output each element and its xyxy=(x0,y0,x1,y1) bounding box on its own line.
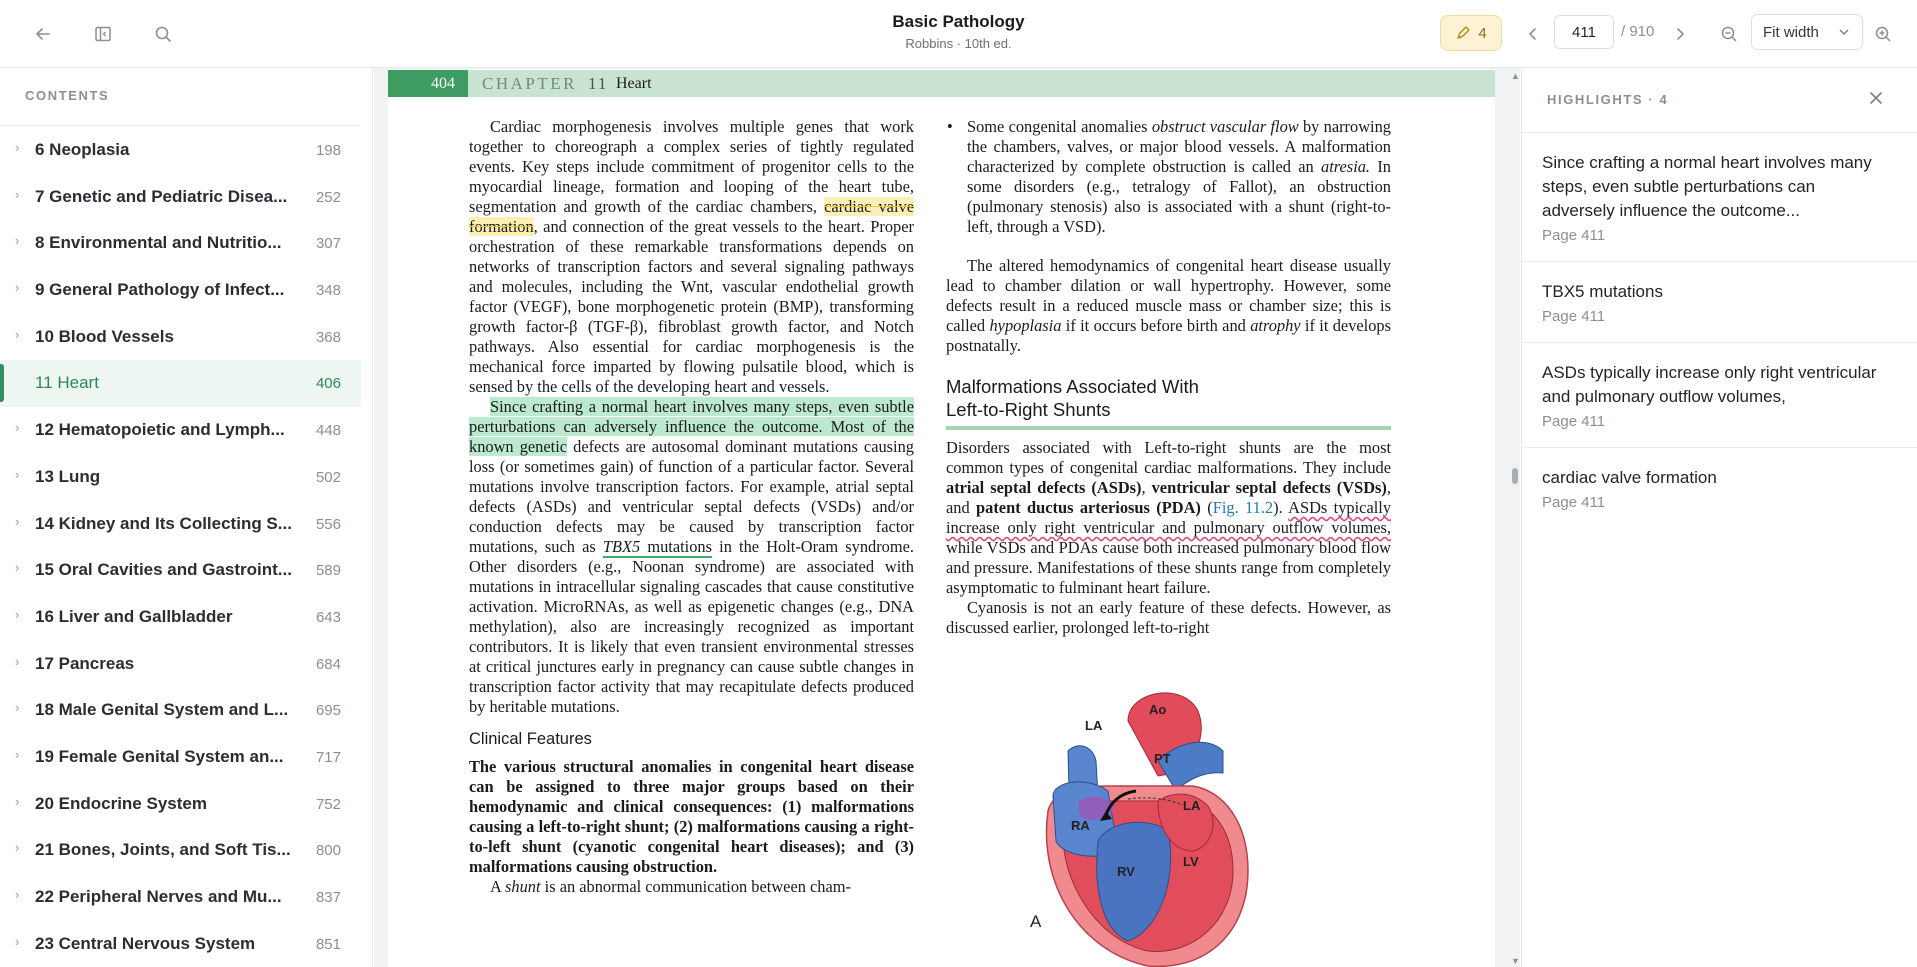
chevron-right-icon[interactable]: › xyxy=(15,606,20,622)
chevron-right-icon[interactable]: › xyxy=(15,513,20,529)
toc-item-page: 643 xyxy=(315,608,341,626)
highlight-card[interactable] xyxy=(1522,262,1917,343)
text-span: mutations xyxy=(640,537,713,556)
zoom-select-value: Fit width xyxy=(1763,23,1819,41)
toc-item[interactable] xyxy=(0,641,361,688)
toc-item-label: 8 Environmental and Nutritio... xyxy=(35,233,282,253)
highlight-card-text: Since crafting a normal heart involves many steps, even subtle perturbations can adversely influence the outcome... xyxy=(1542,153,1872,220)
toc-item-label: 21 Bones, Joints, and Soft Tis... xyxy=(35,840,291,860)
toc-item-label: 15 Oral Cavities and Gastroint... xyxy=(35,560,292,580)
figure-label-la-top: LA xyxy=(1085,718,1103,733)
toc-list xyxy=(0,127,361,967)
toc-item[interactable] xyxy=(0,501,361,548)
paragraph[interactable] xyxy=(469,757,914,877)
toc-item[interactable] xyxy=(0,407,361,454)
text-span: The various structural anomalies in congenital heart disease can be assigned to three major groups based on their hemodynamic and clinical consequences: (1) malformations causing a left-to-right shunt; (2) malformations causing a right-to-left shunt (cyanotic congenital heart diseases); and (3) malformations causing obstruction. xyxy=(469,757,914,876)
toc-item-label: 9 General Pathology of Infect... xyxy=(35,280,285,300)
toc-item-page: 368 xyxy=(315,328,341,346)
toc-item-page: 348 xyxy=(315,282,341,300)
text-span: shunt xyxy=(505,877,541,896)
chevron-right-icon[interactable]: › xyxy=(15,746,20,762)
text-span: , xyxy=(1141,478,1152,497)
toc-item-label: 10 Blood Vessels xyxy=(35,326,174,346)
toc-item-page: 307 xyxy=(315,235,341,253)
text-span: obstruct vascular flow xyxy=(1151,117,1299,136)
highlights-list xyxy=(1522,133,1917,528)
zoom-out-icon xyxy=(1720,25,1738,43)
chapter-header xyxy=(388,70,1495,97)
scroll-up-icon[interactable]: ▲ xyxy=(1511,71,1520,81)
chevron-right-icon[interactable]: › xyxy=(15,186,20,202)
toc-item-page: 198 xyxy=(315,142,341,159)
next-page-button[interactable] xyxy=(1665,18,1695,50)
toc-item-page: 406 xyxy=(315,375,341,393)
toc-item[interactable] xyxy=(0,454,361,501)
text-span: hypoplasia xyxy=(989,316,1062,335)
toc-item[interactable] xyxy=(0,687,361,734)
toc-item[interactable] xyxy=(0,781,361,828)
text-span: atrial septal defects (ASDs) xyxy=(946,478,1142,497)
toc-item-label: 23 Central Nervous System xyxy=(35,933,256,953)
highlight-card-page: Page 411 xyxy=(1542,227,1606,244)
highlight-card[interactable] xyxy=(1522,133,1917,262)
chapter-word: CHAPTER xyxy=(482,74,577,93)
close-highlights-button[interactable] xyxy=(1869,89,1883,110)
text-span: TBX5 xyxy=(602,537,641,556)
chevron-right-icon[interactable]: › xyxy=(15,420,20,436)
highlight-card-text: ASDs typically increase only right ventricular and pulmonary outflow volumes, xyxy=(1542,363,1877,406)
text-span: by narrowing the chambers, valves, or major blood vessels. A malformation characterized by complete obstruction is called an xyxy=(967,117,1391,176)
text-span: if it develops postnatally. xyxy=(946,316,1392,355)
top-bar xyxy=(0,0,1917,68)
chevron-right-icon xyxy=(1674,27,1686,41)
chevron-right-icon[interactable]: › xyxy=(15,233,20,249)
toc-item-page: 252 xyxy=(315,188,341,206)
toc-item[interactable] xyxy=(0,827,361,874)
toc-item[interactable] xyxy=(0,594,361,641)
contents-sidebar xyxy=(0,68,373,967)
chevron-left-icon xyxy=(1527,27,1539,41)
zoom-out-button[interactable] xyxy=(1712,17,1746,51)
heart-figure xyxy=(1008,681,1268,967)
highlighter-icon xyxy=(1455,25,1471,41)
paragraph[interactable] xyxy=(946,256,1391,356)
figure-panel-label: A xyxy=(1030,912,1042,931)
bullet-item[interactable] xyxy=(946,117,1391,237)
highlight-card[interactable] xyxy=(1522,448,1917,528)
chevron-right-icon[interactable]: › xyxy=(15,280,20,296)
toc-item[interactable] xyxy=(0,547,361,594)
toc-item-label: 7 Genetic and Pediatric Disea... xyxy=(35,186,288,206)
toc-item-page: 695 xyxy=(315,702,341,720)
subheading-clinical-features: Clinical Features xyxy=(469,730,592,748)
highlight-count: 4 xyxy=(1478,24,1487,42)
highlight-card[interactable] xyxy=(1522,343,1917,448)
chevron-right-icon[interactable]: › xyxy=(15,653,20,669)
highlight-card-page: Page 411 xyxy=(1542,308,1606,325)
toc-item-label: 14 Kidney and Its Collecting S... xyxy=(35,513,292,533)
figure-label-ao: Ao xyxy=(1149,702,1167,717)
printed-page-number: 404 xyxy=(388,70,468,97)
highlight-card-text: TBX5 mutations xyxy=(1542,282,1663,301)
toc-item-label: 20 Endocrine System xyxy=(35,793,207,813)
toc-item[interactable] xyxy=(0,734,361,781)
text-span: Cardiac morphogenesis involves multiple genes that work together to choreograph a complex series of tightly regulated events. Key steps include commitment of progenitor cells to the myocardial lineage, formation and looping of the heart tube, segmentation and growth of the cardiac chambers, xyxy=(469,117,914,216)
toc-item[interactable] xyxy=(0,921,361,967)
page-total: / 910 xyxy=(1621,23,1655,40)
previous-page-button[interactable] xyxy=(1518,18,1548,50)
highlight-card-text: cardiac valve formation xyxy=(1542,468,1717,487)
book-page[interactable] xyxy=(388,69,1495,967)
chevron-right-icon[interactable]: › xyxy=(15,140,20,155)
document-subtitle: Robbins · 10th ed. xyxy=(905,36,1012,51)
toc-item-label: 17 Pancreas xyxy=(35,653,135,673)
chevron-down-icon xyxy=(1838,25,1850,39)
toc-item-label: 6 Neoplasia xyxy=(35,140,130,159)
close-icon xyxy=(1869,91,1883,105)
toc-item-label: 12 Hematopoietic and Lymph... xyxy=(35,420,285,440)
section-rule xyxy=(946,426,1391,430)
highlight-since-crafting[interactable]: Since crafting a normal heart involves many steps, even subtle perturbations can adversely influence the outcome. Most of the known genetic xyxy=(469,397,914,456)
text-span: atrophy xyxy=(1250,316,1301,335)
zoom-in-button[interactable] xyxy=(1866,17,1900,51)
text-span: Disorders associated with Left-to-right shunts are the most common types of congenital cardiac malformations. They include xyxy=(946,438,1391,477)
toc-item-page: 717 xyxy=(315,748,341,766)
text-span: ventricular septal defects (VSDs) xyxy=(1151,478,1387,497)
figure-label-ra: RA xyxy=(1071,818,1090,833)
toc-item-page: 589 xyxy=(315,562,341,580)
toc-item[interactable] xyxy=(0,874,361,921)
toc-item-label: 22 Peripheral Nerves and Mu... xyxy=(35,887,282,906)
toc-item-label: 18 Male Genital System and L... xyxy=(35,700,289,720)
toc-item-page: 752 xyxy=(315,795,341,813)
section-heading-line: Malformations Associated With xyxy=(946,376,1199,397)
text-span: defects are autosomal dominant mutations causing loss (or sometimes gain) of function of a particular factor. Several mutations involve transcription factors. For example, atrial septal defects (ASDs) and ventricular septal defects (VSDs) and/or conduction defects may be caused by transcription factor mutations, such as xyxy=(469,437,914,556)
toc-item-page: 684 xyxy=(315,655,341,673)
zoom-select[interactable] xyxy=(1751,14,1863,50)
text-span: while VSDs and PDAs cause both increased pulmonary blood flow and pressure. Manifestations of these shunts range from completely asymptomatic to fulminant heart failure. xyxy=(946,538,1391,597)
toc-item[interactable] xyxy=(0,314,361,361)
text-span: Cyanosis is not an early feature of these defects. However, as discussed earlier, prolonged left-to-right xyxy=(946,598,1391,637)
paragraph[interactable] xyxy=(469,397,914,717)
text-span: , and xyxy=(946,478,1391,517)
figure-label-rv: RV xyxy=(1117,864,1135,879)
text-span: patent ductus arteriosus (PDA) xyxy=(976,498,1201,517)
toc-item[interactable] xyxy=(0,174,361,221)
toc-item-active[interactable] xyxy=(0,360,361,407)
left-column xyxy=(469,117,914,897)
scroll-down-icon[interactable]: ▼ xyxy=(1511,956,1520,966)
highlight-tbx5[interactable] xyxy=(603,537,712,558)
toc-item-page: 837 xyxy=(315,889,341,906)
paragraph[interactable] xyxy=(469,877,914,897)
text-span: A xyxy=(490,877,506,896)
paragraph[interactable] xyxy=(469,117,914,397)
chevron-right-icon[interactable]: › xyxy=(15,560,20,576)
highlight-cardiac-valve[interactable]: cardiac valve formation xyxy=(469,197,914,236)
chevron-right-icon[interactable]: › xyxy=(15,700,20,716)
text-span: if it occurs before birth and xyxy=(1061,316,1251,335)
right-column xyxy=(946,117,1391,638)
chevron-right-icon[interactable]: › xyxy=(15,840,20,856)
toc-item[interactable] xyxy=(0,127,361,174)
figure-label-pt: PT xyxy=(1154,751,1171,766)
highlight-card-page: Page 411 xyxy=(1542,494,1606,511)
document-scrollbar[interactable] xyxy=(1510,68,1520,967)
text-span: The altered hemodynamics of congenital heart disease usually lead to chamber dilation or wall hypertrophy. However, some defects result in a reduced muscle mass or chamber size; this is called xyxy=(946,256,1391,335)
toc-item-page: 800 xyxy=(315,842,341,860)
chevron-right-icon[interactable]: › xyxy=(15,466,20,482)
highlight-asds[interactable]: ASDs typically increase only right ventricular and pulmonary outflow volumes, xyxy=(946,498,1392,537)
chapter-name: Heart xyxy=(616,75,652,92)
scrollbar-thumb[interactable] xyxy=(1512,468,1518,484)
page-number-input[interactable] xyxy=(1554,15,1614,49)
section-heading-line: Left-to-Right Shunts xyxy=(946,399,1111,420)
highlight-card-page: Page 411 xyxy=(1542,413,1606,430)
figure-label-la: LA xyxy=(1183,798,1201,813)
toc-item-page: 502 xyxy=(315,468,341,486)
text-span: in the Holt-Oram syndrome. Other disorders (e.g., Noonan syndrome) are associated with mutations in intracellular signaling cascades that cause constitutive activation. MicroRNAs, as well as epigenetic changes (e.g., DNA methylation), also are increasingly recognized as important contributors. It is likely that even transient environmental stresses at critical junctures early in pregnancy can cause subtle changes in transcription factor activity that may recapitulate defects produced by heritable mutations. xyxy=(469,537,915,716)
text-span: ( xyxy=(1200,498,1213,517)
heart-diagram xyxy=(1008,681,1268,967)
toc-item-page: 851 xyxy=(315,935,341,953)
chevron-right-icon[interactable]: › xyxy=(15,933,20,949)
toc-item-page: 556 xyxy=(315,515,341,533)
highlights-toggle-button[interactable] xyxy=(1440,15,1502,51)
document-title: Basic Pathology xyxy=(892,12,1025,31)
toc-item-label: 16 Liver and Gallbladder xyxy=(35,606,233,626)
contents-heading: CONTENTS xyxy=(25,88,110,103)
chevron-right-icon[interactable]: › xyxy=(15,887,20,902)
toc-item-label: 13 Lung xyxy=(35,466,101,486)
figure-label-lv: LV xyxy=(1183,854,1199,869)
text-span: is an abnormal communication between cham- xyxy=(540,877,851,896)
text-span: , and connection of the great vessels to the heart. Proper orchestration of these remarkable transformations depends on networks of transcription factors and several signaling pathways and molecules, including the Wnt, vascular endothelial growth factor (VEGF), bone morphogenetic protein (BMP), transforming growth factor-β (TGF-β), fibroblast growth factor, and Notch pathways. Also essential for cardiac morphogenesis is the mechanical force imparted by flowing pulsatile blood, which is sensed by the cells of the developing heart and vessels. xyxy=(469,217,914,396)
toc-item[interactable] xyxy=(0,220,361,267)
text-span: Some congenital anomalies xyxy=(967,117,1152,136)
toc-item-label: 19 Female Genital System an... xyxy=(35,746,284,766)
paragraph[interactable] xyxy=(946,598,1391,638)
toc-item-page: 448 xyxy=(315,422,341,440)
divider xyxy=(0,125,360,126)
highlights-panel xyxy=(1521,68,1917,967)
chevron-right-icon[interactable]: › xyxy=(15,326,20,342)
toc-item[interactable] xyxy=(0,267,361,314)
toc-item-label: 11 Heart xyxy=(35,373,99,393)
chapter-number: 11 xyxy=(588,74,609,93)
text-span: ). xyxy=(1273,498,1289,517)
section-heading xyxy=(946,375,1391,430)
highlights-panel-title: HIGHLIGHTS · 4 xyxy=(1547,92,1669,107)
text-span: In some disorders (e.g., tetralogy of Fallot), an obstruction (pulmonary stenosis) also is associated with a shunt (right-to-left, through a VSD). xyxy=(967,157,1391,236)
document-viewer[interactable] xyxy=(374,68,1520,967)
zoom-in-icon xyxy=(1874,25,1892,43)
text-span: atresia. xyxy=(1321,157,1371,176)
chevron-right-icon[interactable]: › xyxy=(15,793,20,809)
paragraph[interactable] xyxy=(946,438,1391,598)
figure-link[interactable]: Fig. 11.2 xyxy=(1212,498,1274,517)
